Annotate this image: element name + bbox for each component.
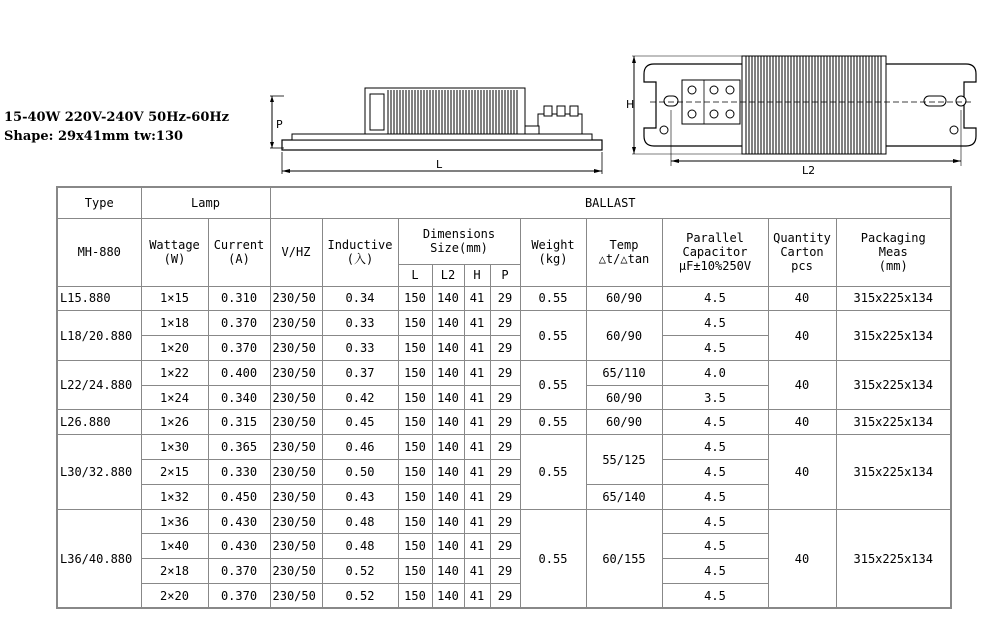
cell-capacitor: 3.5 [662,385,768,410]
cell-dim-l: 150 [398,460,432,485]
spec-voltage-line: 15-40W 220V-240V 50Hz-60Hz [4,110,230,125]
cell-dim-l2: 140 [432,460,464,485]
cell-wattage: 1×15 [141,286,208,311]
cell-current: 0.330 [208,460,270,485]
cell-dim-p: 29 [490,584,520,609]
cell-dim-l: 150 [398,584,432,609]
cell-inductive: 0.48 [322,509,398,534]
table-row [57,311,951,336]
spec-shape-line: Shape: 29x41mm tw:130 [4,129,184,144]
cell-vhz: 230/50 [270,534,322,559]
header-quantity: Quantity Carton pcs [768,218,836,286]
cell-current: 0.430 [208,534,270,559]
ballast-spec-table [56,186,952,609]
cell-temp: 65/140 [586,484,662,509]
header-weight: Weight (kg) [520,218,586,286]
cell-dim-h: 41 [464,534,490,559]
header-dim-l: L [398,264,432,286]
cell-quantity: 40 [768,435,836,509]
cell-dim-l2: 140 [432,584,464,609]
cell-wattage: 2×18 [141,559,208,584]
cell-dim-h: 41 [464,435,490,460]
cell-capacitor: 4.5 [662,410,768,435]
cell-type: L26.880 [57,410,141,435]
cell-dim-h: 41 [464,460,490,485]
cell-dim-p: 29 [490,385,520,410]
cell-quantity: 40 [768,410,836,435]
cell-capacitor: 4.0 [662,360,768,385]
header-row-2 [57,218,951,264]
cell-dim-l: 150 [398,435,432,460]
cell-quantity: 40 [768,509,836,608]
cell-vhz: 230/50 [270,559,322,584]
cell-weight: 0.55 [520,435,586,509]
dim-p-label: P [276,118,283,131]
cell-quantity: 40 [768,360,836,410]
cell-weight: 0.55 [520,311,586,361]
cell-current: 0.370 [208,584,270,609]
cell-type: L30/32.880 [57,435,141,509]
cell-temp: 60/90 [586,385,662,410]
cell-inductive: 0.37 [322,360,398,385]
cell-capacitor: 4.5 [662,336,768,361]
cell-packaging: 315x225x134 [836,311,951,361]
cell-dim-h: 41 [464,360,490,385]
cell-dim-p: 29 [490,311,520,336]
cell-dim-p: 29 [490,410,520,435]
cell-weight: 0.55 [520,509,586,608]
header-inductive: Inductive (入) [322,218,398,286]
cell-wattage: 1×32 [141,484,208,509]
cell-temp: 65/110 [586,360,662,385]
dim-l-label: L [436,158,443,171]
dim-h-label: H [626,98,635,111]
cell-dim-l: 150 [398,360,432,385]
cell-current: 0.370 [208,559,270,584]
cell-type: L18/20.880 [57,311,141,361]
cell-current: 0.450 [208,484,270,509]
header-type: Type [57,187,141,218]
table-row [57,435,951,460]
cell-type: L36/40.880 [57,509,141,608]
cell-dim-l2: 140 [432,484,464,509]
header-packaging: Packaging Meas (mm) [836,218,951,286]
cell-temp: 60/155 [586,509,662,608]
cell-dim-l: 150 [398,559,432,584]
cell-packaging: 315x225x134 [836,435,951,509]
cell-type: L15.880 [57,286,141,311]
header-lamp: Lamp [141,187,270,218]
cell-dim-p: 29 [490,435,520,460]
cell-dim-h: 41 [464,336,490,361]
cell-vhz: 230/50 [270,410,322,435]
cell-dim-l: 150 [398,311,432,336]
header-current: Current (A) [208,218,270,286]
cell-dim-h: 41 [464,311,490,336]
cell-dim-p: 29 [490,534,520,559]
cell-capacitor: 4.5 [662,311,768,336]
header-model: MH-880 [57,218,141,286]
cell-capacitor: 4.5 [662,460,768,485]
cell-inductive: 0.33 [322,311,398,336]
cell-weight: 0.55 [520,410,586,435]
cell-dim-l2: 140 [432,286,464,311]
cell-wattage: 1×18 [141,311,208,336]
cell-dim-l2: 140 [432,509,464,534]
header-capacitor: Parallel Capacitor μF±10%250V [662,218,768,286]
cell-type: L22/24.880 [57,360,141,410]
cell-capacitor: 4.5 [662,584,768,609]
cell-packaging: 315x225x134 [836,360,951,410]
cell-dim-l2: 140 [432,311,464,336]
cell-dim-p: 29 [490,509,520,534]
cell-wattage: 2×15 [141,460,208,485]
cell-wattage: 1×36 [141,509,208,534]
cell-dim-l2: 140 [432,336,464,361]
cell-weight: 0.55 [520,286,586,311]
cell-dim-l: 150 [398,385,432,410]
cell-inductive: 0.34 [322,286,398,311]
cell-current: 0.310 [208,286,270,311]
cell-wattage: 2×20 [141,584,208,609]
cell-inductive: 0.52 [322,559,398,584]
cell-temp: 55/125 [586,435,662,485]
cell-dim-p: 29 [490,559,520,584]
dim-l2-label: L2 [802,164,816,177]
table-row [57,509,951,534]
table-row [57,410,951,435]
cell-quantity: 40 [768,286,836,311]
cell-dim-l2: 140 [432,360,464,385]
header-dim-p: P [490,264,520,286]
cell-current: 0.315 [208,410,270,435]
cell-temp: 60/90 [586,286,662,311]
cell-dim-l2: 140 [432,435,464,460]
cell-quantity: 40 [768,311,836,361]
ballast-top-view-drawing [624,50,984,180]
cell-wattage: 1×40 [141,534,208,559]
cell-dim-h: 41 [464,584,490,609]
cell-temp: 60/90 [586,311,662,361]
cell-wattage: 1×24 [141,385,208,410]
cell-wattage: 1×22 [141,360,208,385]
cell-dim-l: 150 [398,509,432,534]
cell-dim-p: 29 [490,460,520,485]
header-wattage: Wattage (W) [141,218,208,286]
cell-vhz: 230/50 [270,460,322,485]
cell-dim-l2: 140 [432,385,464,410]
cell-dim-p: 29 [490,286,520,311]
cell-inductive: 0.52 [322,584,398,609]
cell-inductive: 0.33 [322,336,398,361]
cell-packaging: 315x225x134 [836,509,951,608]
cell-vhz: 230/50 [270,484,322,509]
cell-dim-l: 150 [398,410,432,435]
cell-weight: 0.55 [520,360,586,410]
cell-dim-h: 41 [464,286,490,311]
cell-vhz: 230/50 [270,286,322,311]
header-row-1 [57,187,951,218]
header-temp: Temp △t/△tan [586,218,662,286]
cell-dim-l: 150 [398,286,432,311]
cell-inductive: 0.46 [322,435,398,460]
cell-dim-l2: 140 [432,410,464,435]
cell-capacitor: 4.5 [662,286,768,311]
cell-vhz: 230/50 [270,311,322,336]
cell-dim-l: 150 [398,484,432,509]
cell-vhz: 230/50 [270,584,322,609]
cell-wattage: 1×20 [141,336,208,361]
table-row [57,360,951,385]
cell-current: 0.430 [208,509,270,534]
cell-vhz: 230/50 [270,435,322,460]
cell-packaging: 315x225x134 [836,286,951,311]
cell-inductive: 0.42 [322,385,398,410]
cell-capacitor: 4.5 [662,534,768,559]
cell-dim-h: 41 [464,509,490,534]
cell-capacitor: 4.5 [662,559,768,584]
cell-current: 0.370 [208,311,270,336]
cell-dim-h: 41 [464,385,490,410]
header-dimensions: Dimensions Size(mm) [398,218,520,264]
cell-vhz: 230/50 [270,336,322,361]
cell-dim-h: 41 [464,484,490,509]
cell-dim-p: 29 [490,360,520,385]
cell-dim-p: 29 [490,484,520,509]
cell-vhz: 230/50 [270,360,322,385]
cell-current: 0.400 [208,360,270,385]
cell-dim-h: 41 [464,559,490,584]
ballast-side-view-drawing [270,76,615,180]
header-ballast: BALLAST [270,187,951,218]
cell-dim-h: 41 [464,410,490,435]
cell-vhz: 230/50 [270,509,322,534]
cell-dim-l2: 140 [432,534,464,559]
header-dim-l2: L2 [432,264,464,286]
cell-wattage: 1×26 [141,410,208,435]
cell-inductive: 0.45 [322,410,398,435]
cell-capacitor: 4.5 [662,484,768,509]
cell-current: 0.370 [208,336,270,361]
cell-inductive: 0.43 [322,484,398,509]
cell-wattage: 1×30 [141,435,208,460]
cell-dim-l: 150 [398,534,432,559]
table-row [57,286,951,311]
cell-current: 0.365 [208,435,270,460]
cell-current: 0.340 [208,385,270,410]
cell-inductive: 0.48 [322,534,398,559]
cell-inductive: 0.50 [322,460,398,485]
cell-capacitor: 4.5 [662,435,768,460]
header-vhz: V/HZ [270,218,322,286]
cell-dim-l: 150 [398,336,432,361]
cell-dim-p: 29 [490,336,520,361]
cell-vhz: 230/50 [270,385,322,410]
cell-temp: 60/90 [586,410,662,435]
cell-dim-l2: 140 [432,559,464,584]
header-dim-h: H [464,264,490,286]
cell-packaging: 315x225x134 [836,410,951,435]
cell-capacitor: 4.5 [662,509,768,534]
